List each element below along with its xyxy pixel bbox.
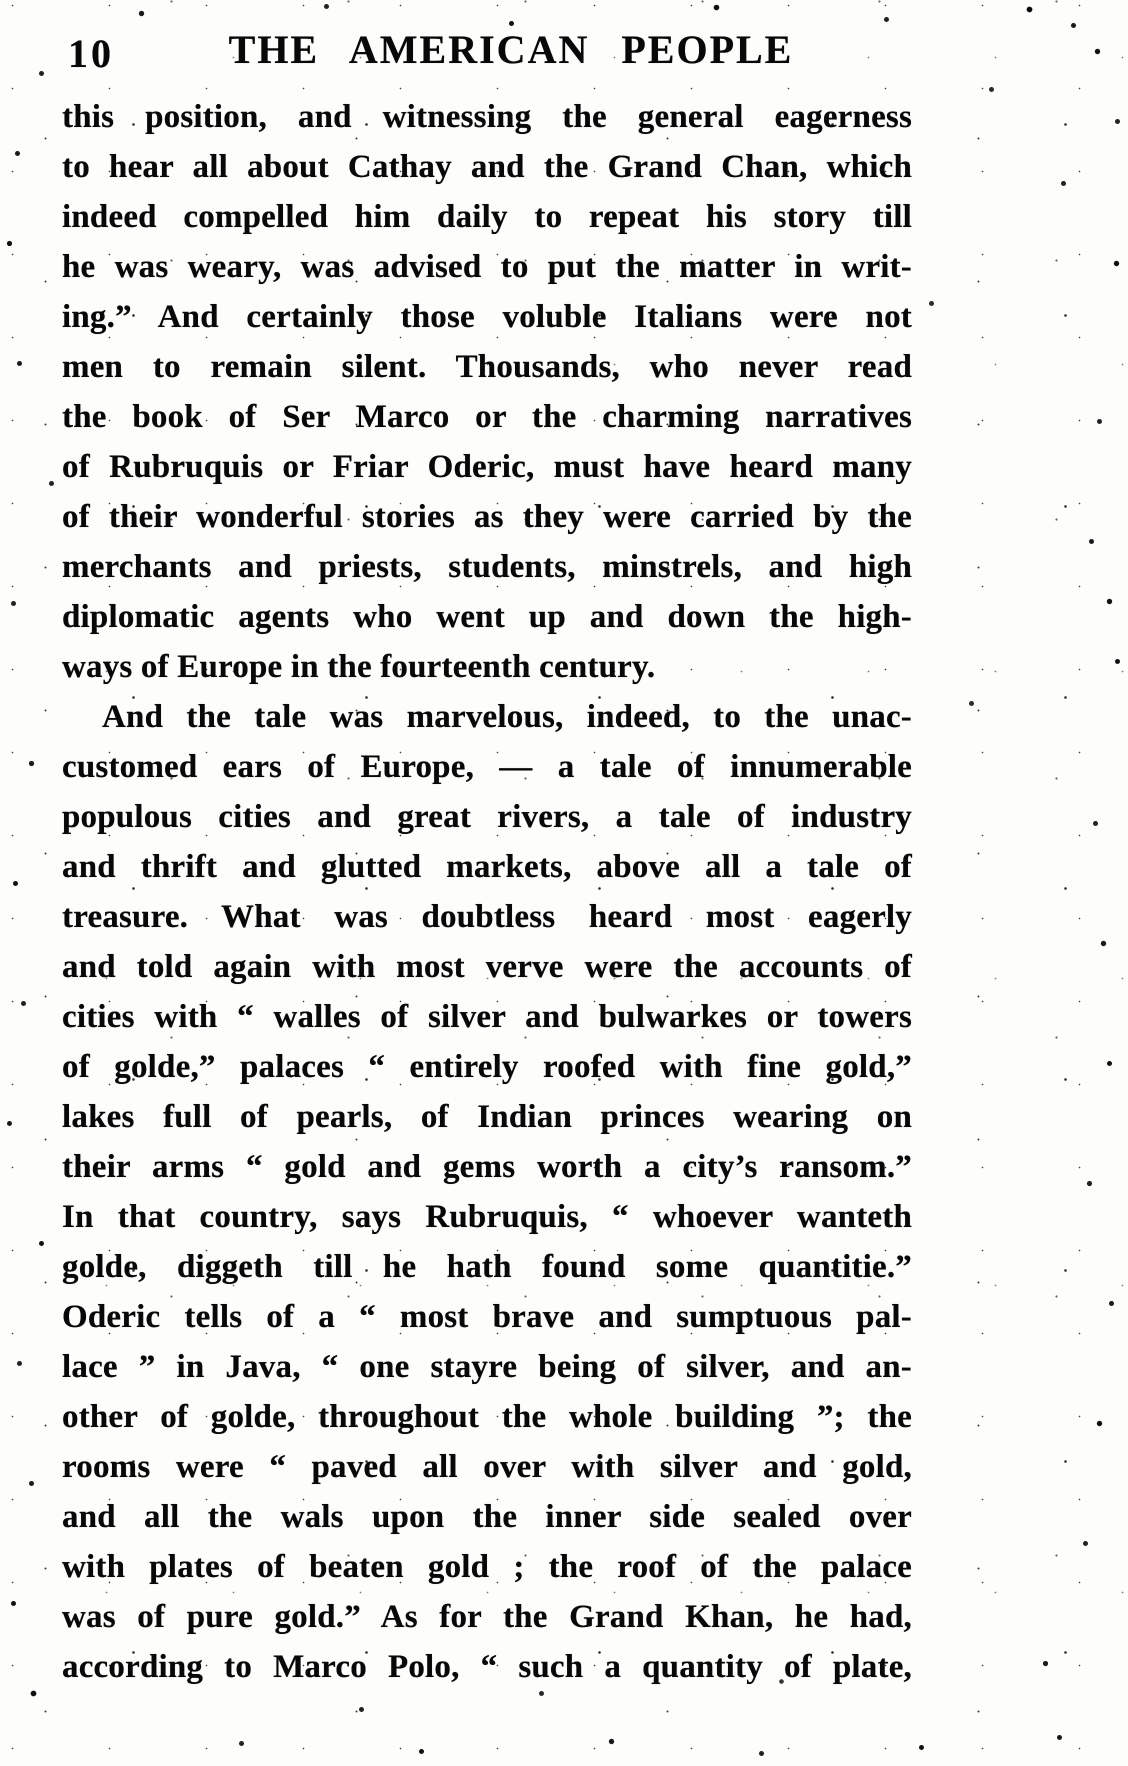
paragraph: [62, 692, 912, 1692]
text-line: customed ears of Europe, — a tale of innumerable: [62, 749, 912, 785]
paragraph: [62, 92, 912, 692]
text-line: men to remain silent. Thousands, who never read: [62, 349, 912, 385]
text-line: and thrift and glutted markets, above all a tale of: [62, 849, 912, 885]
text-line: and all the wals upon the inner side sealed over: [62, 1499, 912, 1535]
text-line: merchants and priests, students, minstrels, and high: [62, 549, 912, 585]
text-line: cities with “ walles of silver and bulwarkes or towers: [62, 999, 912, 1035]
text-line: diplomatic agents who went up and down the high-: [62, 599, 912, 635]
text-line: populous cities and great rivers, a tale of industry: [62, 799, 912, 835]
text-line: And the tale was marvelous, indeed, to the unac-: [102, 699, 912, 735]
text-line: rooms were “ paved all over with silver and gold,: [62, 1449, 912, 1485]
page-number: 10: [68, 31, 114, 76]
text-line: the book of Ser Marco or the charming narratives: [62, 399, 912, 435]
body-text-block: [62, 92, 912, 1692]
text-line: to hear all about Cathay and the Grand Chan, which: [62, 149, 912, 185]
text-line: treasure. What was doubtless heard most eagerly: [62, 899, 912, 935]
text-line: lakes full of pearls, of Indian princes wearing on: [62, 1099, 912, 1135]
text-line: and told again with most verve were the accounts of: [62, 949, 912, 985]
text-line: with plates of beaten gold ; the roof of the palace: [62, 1549, 912, 1585]
text-line: indeed compelled him daily to repeat his story till: [62, 199, 912, 235]
text-line: of Rubruquis or Friar Oderic, must have heard many: [62, 449, 912, 485]
text-line: was of pure gold.” As for the Grand Khan, he had,: [62, 1599, 912, 1635]
text-line: In that country, says Rubruquis, “ whoever wanteth: [62, 1199, 912, 1235]
text-line: other of golde, throughout the whole building ”; the: [62, 1399, 912, 1435]
text-line: he was weary, was advised to put the matter in writ-: [62, 249, 912, 285]
text-line: their arms “ gold and gems worth a city’s ransom.”: [62, 1149, 912, 1185]
text-line: lace ” in Java, “ one stayre being of silver, and an-: [62, 1349, 912, 1385]
text-line: of golde,” palaces “ entirely roofed with fine gold,”: [62, 1049, 912, 1085]
text-line: ways of Europe in the fourteenth century.: [62, 649, 656, 685]
text-line: this position, and witnessing the general eagerness: [62, 99, 912, 135]
running-header-title: THE AMERICAN PEOPLE: [228, 27, 794, 72]
text-line: Oderic tells of a “ most brave and sumptuous pal-: [62, 1299, 912, 1335]
text-line: ing.” And certainly those voluble Italians were not: [62, 299, 912, 335]
text-line: golde, diggeth till he hath found some quantitie.”: [62, 1249, 912, 1285]
text-line: according to Marco Polo, “ such a quantity of plate,: [62, 1649, 912, 1685]
text-line: of their wonderful stories as they were carried by the: [62, 499, 912, 535]
